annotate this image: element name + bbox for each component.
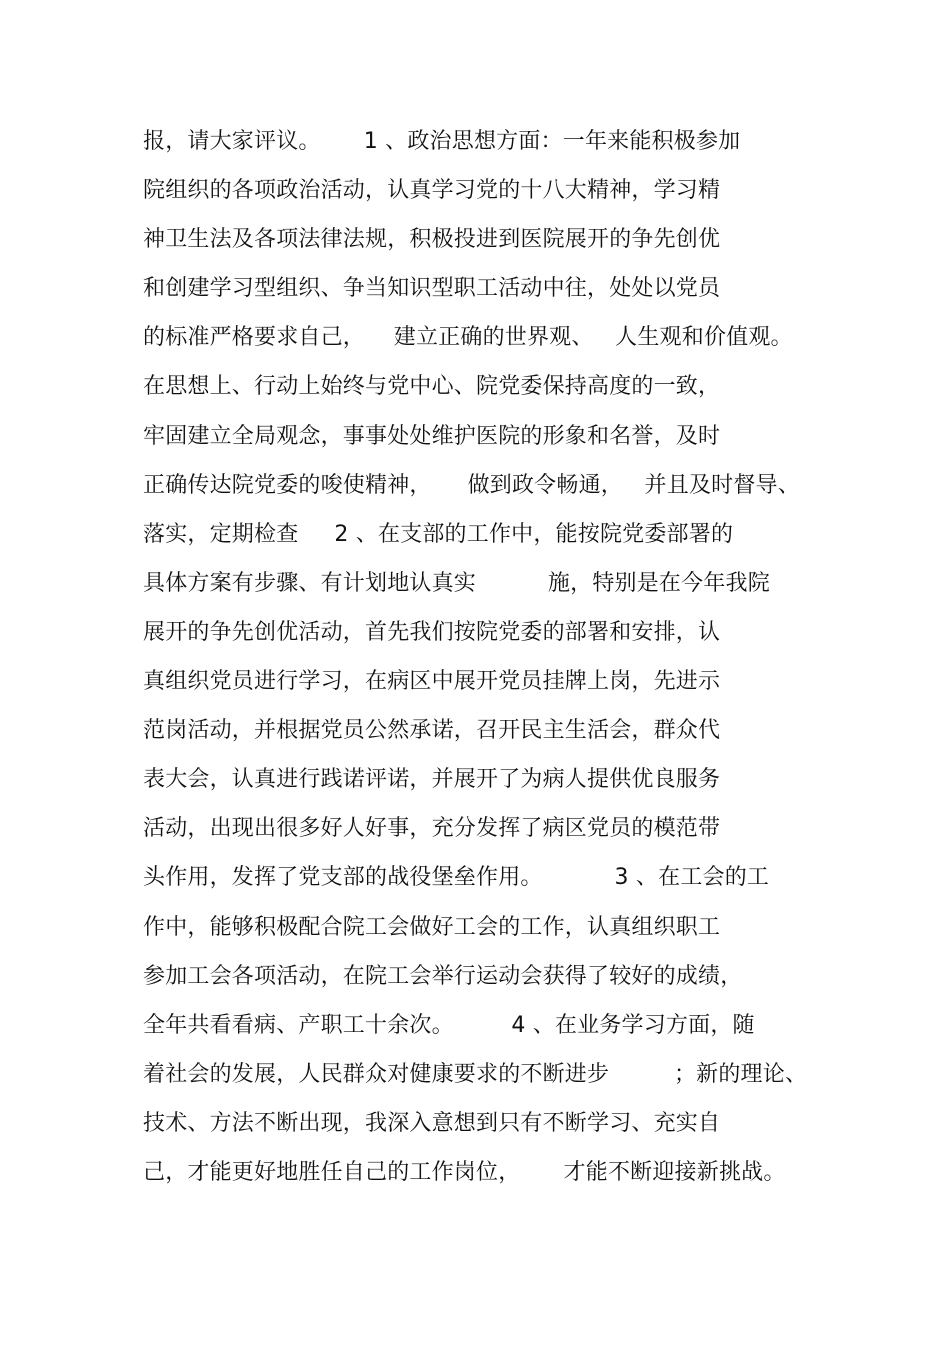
text-line: 展开的争先创优活动，首先我们按院党委的部署和安排，认 bbox=[143, 619, 721, 645]
text-line: 活动，出现出很多好人好事，充分发挥了病区党员的模范带 bbox=[143, 816, 721, 842]
text-line: 真组织党员进行学习，在病区中展开党员挂牌上岗，先进示 bbox=[143, 669, 721, 695]
text-line: 牢固建立全局观念，事事处处维护医院的形象和名誉，及时 bbox=[143, 423, 721, 449]
text-line: 范岗活动，并根据党员公然承诺，召开民主生活会，群众代 bbox=[143, 718, 721, 744]
text-line: 全年共看看病、产职工十余次。 4 、在业务学习方面，随 bbox=[143, 1012, 755, 1038]
text-line: 表大会，认真进行践诺评诺，并展开了为病人提供优良服务 bbox=[143, 767, 721, 793]
text-line: 的标准严格要求自己， 建立正确的世界观、 人生观和价值观。 bbox=[143, 325, 793, 351]
text-line: 己，才能更好地胜任自己的工作岗位， 才能不断迎接新挑战。 bbox=[143, 1159, 786, 1185]
text-line: 头作用，发挥了党支部的战役堡垒作用。 3 、在工会的工 bbox=[143, 865, 770, 891]
text-line: 作中，能够积极配合院工会做好工会的工作，认真组织职工 bbox=[143, 914, 721, 940]
body-text bbox=[143, 123, 843, 1203]
text-line: 院组织的各项政治活动，认真学习党的十八大精神，学习精 bbox=[143, 178, 721, 204]
text-line: 技术、方法不断出现，我深入意想到只有不断学习、充实自 bbox=[143, 1110, 721, 1136]
text-line: 神卫生法及各项法律法规，积极投进到医院展开的争先创优 bbox=[143, 227, 721, 253]
text-line: 在思想上、行动上始终与党中心、院党委保持高度的一致， bbox=[143, 374, 721, 400]
text-line: 具体方案有步骤、有计划地认真实 施，特别是在今年我院 bbox=[143, 570, 770, 596]
text-line: 正确传达院党委的唆使精神， 做到政令畅通， 并且及时督导、 bbox=[143, 472, 800, 498]
text-line: 着社会的发展，人民群众对健康要求的不断进步 ；新的理论、 bbox=[143, 1061, 808, 1087]
text-line: 报，请大家评议。 1 、政治思想方面：一年来能积极参加 bbox=[143, 129, 741, 154]
text-line: 落实，定期检查 2 、在支部的工作中，能按院党委部署的 bbox=[143, 521, 734, 547]
text-line: 参加工会各项活动，在院工会举行运动会获得了较好的成绩， bbox=[143, 963, 743, 989]
text-line: 和创建学习型组织、争当知识型职工活动中往，处处以党员 bbox=[143, 276, 721, 302]
